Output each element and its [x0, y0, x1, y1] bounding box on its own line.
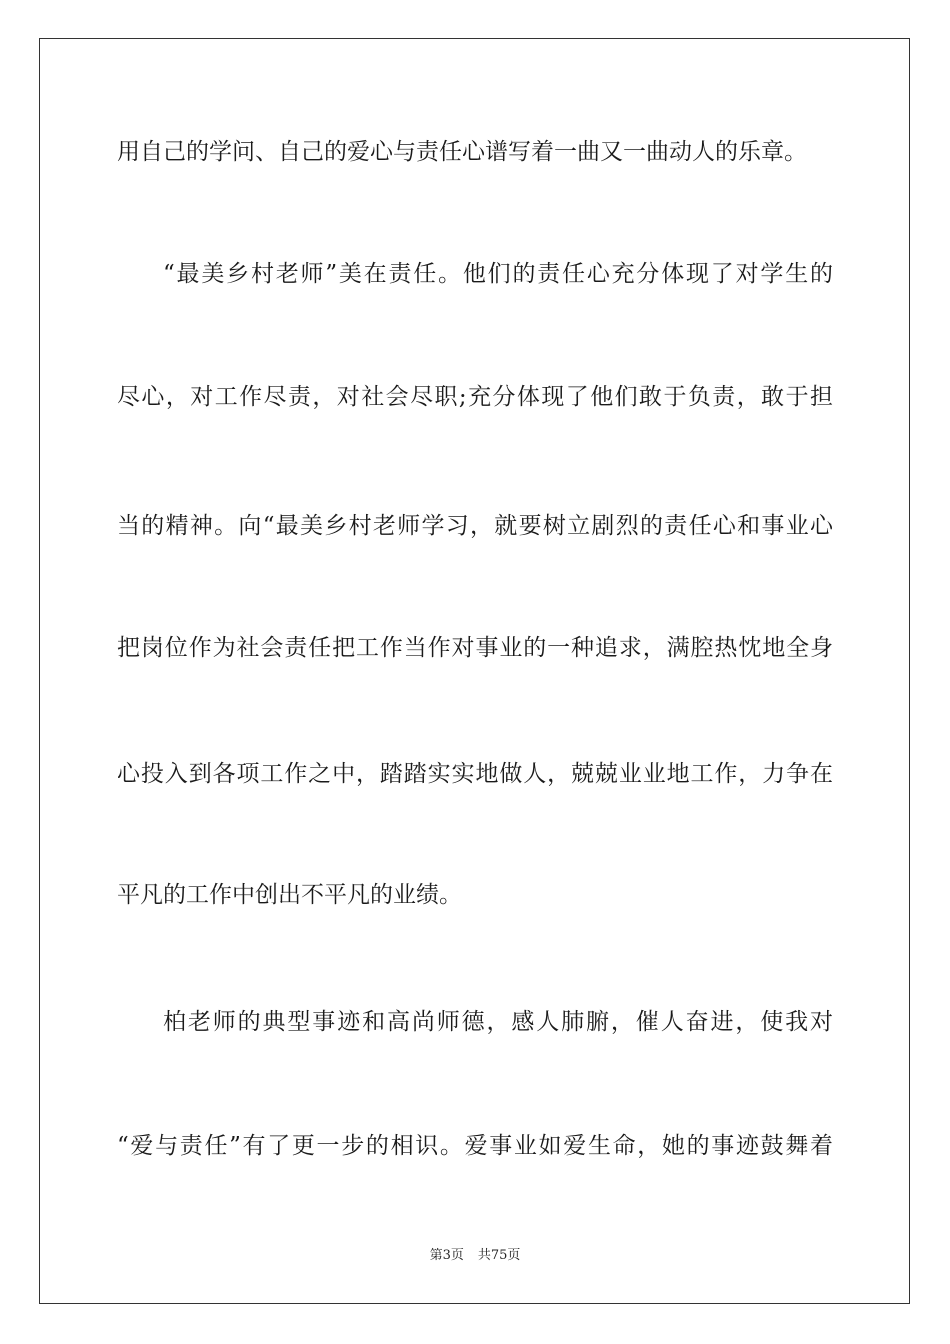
text-line-9: “爱与责任”有了更一步的相识。爱事业如爱生命，她的事迹鼓舞着	[117, 1133, 833, 1159]
page-border	[39, 38, 910, 1304]
text-line-1: 用自己的学问、自己的爱心与责任心谱写着一曲又一曲动人的乐章。	[117, 139, 807, 165]
text-line-2: “最美乡村老师”美在责任。他们的责任心充分体现了对学生的	[163, 261, 833, 287]
page-footer	[0, 1246, 950, 1266]
text-line-5: 把岗位作为社会责任把工作当作对事业的一种追求，满腔热忱地全身	[117, 635, 833, 661]
text-line-7: 平凡的工作中创出不平凡的业绩。	[117, 882, 462, 908]
text-line-6: 心投入到各项工作之中，踏踏实实地做人，兢兢业业地工作，力争在	[117, 761, 833, 787]
text-line-3: 尽心，对工作尽责，对社会尽职;充分体现了他们敢于负责，敢于担	[117, 384, 833, 410]
page-total: 共75页	[477, 1248, 521, 1263]
text-line-8: 柏老师的典型事迹和高尚师德，感人肺腑，催人奋进，使我对	[163, 1009, 833, 1035]
page-number: 第3页	[429, 1248, 464, 1263]
text-line-4: 当的精神。向“最美乡村老师学习，就要树立剧烈的责任心和事业心	[117, 513, 833, 539]
